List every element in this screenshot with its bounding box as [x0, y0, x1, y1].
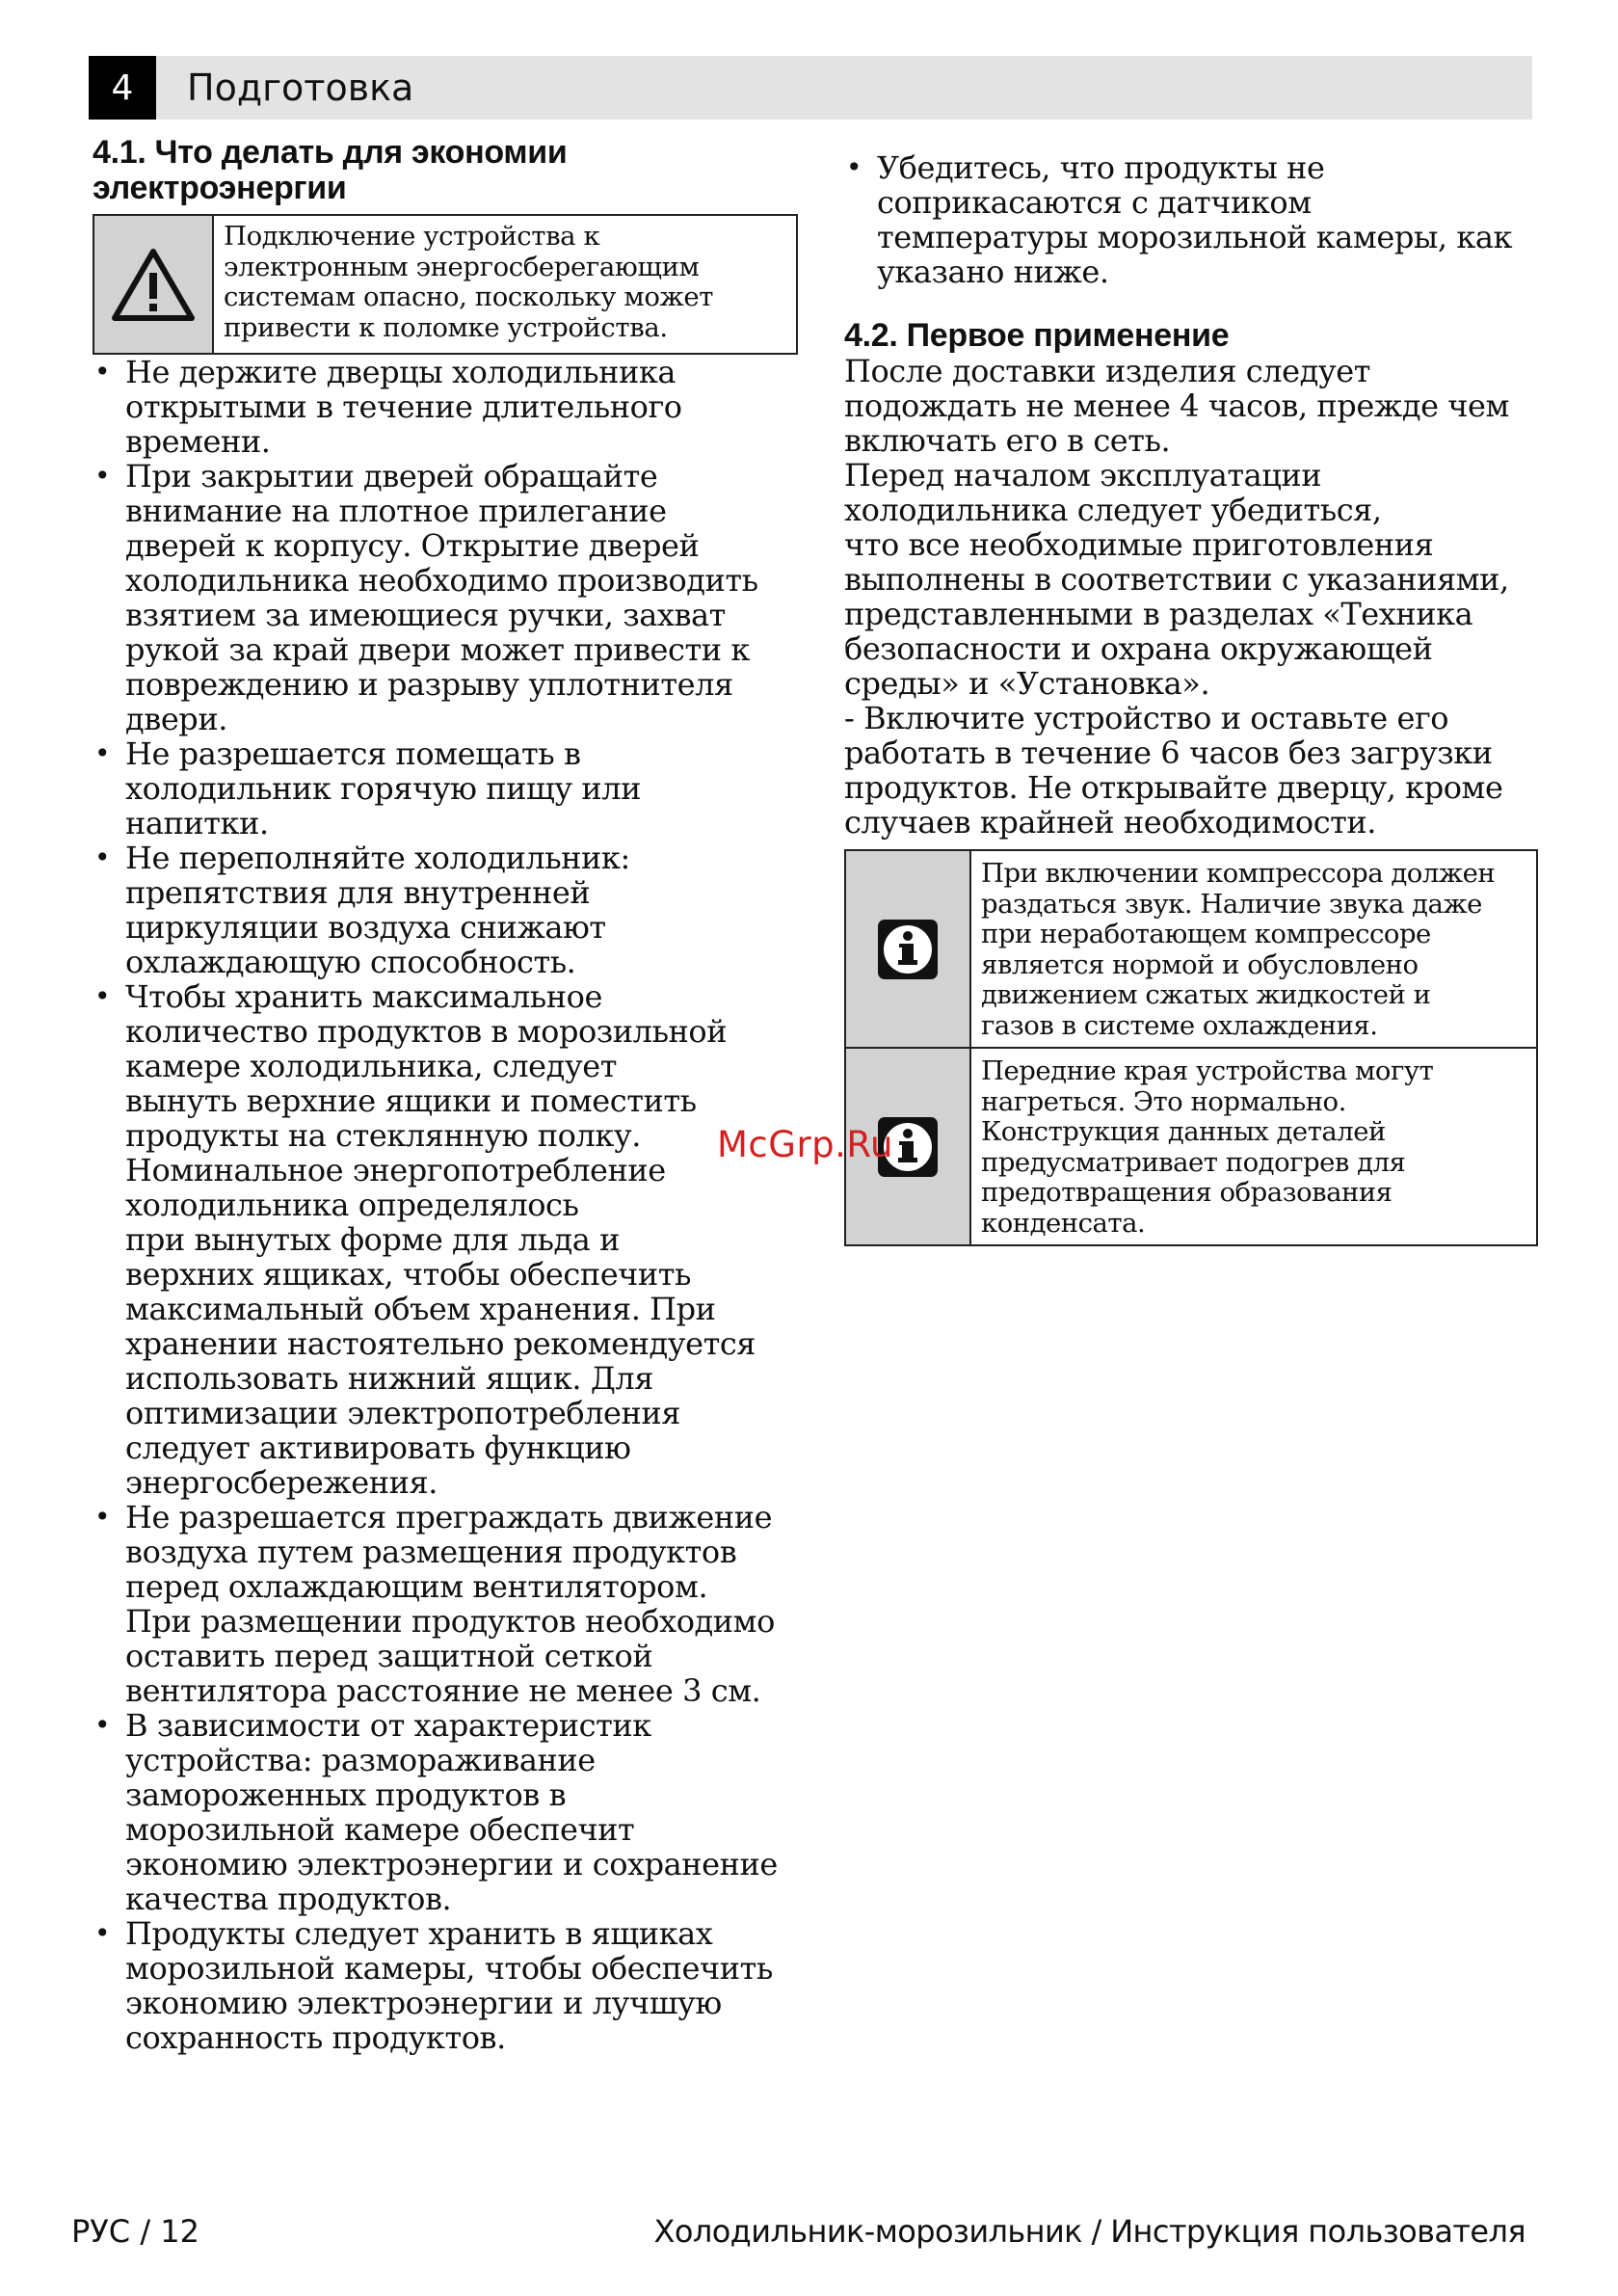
right-column — [844, 135, 1534, 1246]
list-item: • Чтобы хранить максимальное количество продуктов в морозильной камере холодильника, следует вынуть верхние ящики и поместить продукты на стеклянную полку. Номинальное энергопотребление холодильника определялось при вынутых форме для льда и верхних ящиках, чтобы обеспечить максимальный объем хранения. При хранении настоятельно рекомендуется использовать нижний ящик. Для оптимизации электропотребления следует активировать функцию энергосбережения. — [93, 979, 796, 1500]
warning-icon-cell — [94, 216, 214, 353]
list-item: • В зависимости от характеристик устройства: размораживание замороженных продуктов в морозильной камере обеспечит экономию электроэнергии и сохранение качества продуктов. — [93, 1708, 796, 1916]
list-item: • При закрытии дверей обращайте внимание на плотное прилегание дверей к корпусу. Открытие дверей холодильника необходимо производить взятием за имеющиеся ручки, захват рукой за край двери может привести к повреждению и разрыву уплотнителя двери. — [93, 459, 796, 736]
info-icon — [876, 918, 940, 981]
watermark: McGrp.Ru — [717, 1124, 893, 1165]
list-item: • Не держите дверцы холодильника открытыми в течение длительного времени. — [93, 355, 796, 459]
info-note-row — [846, 851, 1536, 1047]
info-icon-cell — [846, 851, 971, 1047]
section-heading-4-2: 4.2. Первое применение — [844, 317, 1230, 354]
list-item: • Убедитесь, что продукты не соприкасаются с датчиком температуры морозильной камеры, как указано ниже. — [844, 150, 1534, 289]
list-item: • Не разрешается преграждать движение воздуха путем размещения продуктов перед охлаждающим вентилятором. При размещении продуктов необходимо оставить перед защитной сеткой вентилятора расстояние не менее 3 см. — [93, 1500, 796, 1708]
warning-triangle-icon — [111, 246, 196, 323]
list-item: • Не разрешается помещать в холодильник горячую пищу или напитки. — [93, 736, 796, 841]
sensor-note-list — [844, 150, 1534, 289]
chapter-number: 4 — [89, 56, 156, 120]
info-note-text: Передние края устройства могут нагреться. Это нормально. Конструкция данных деталей предусматривает подогрев для предотвращения образования конденсата. — [981, 1055, 1434, 1239]
list-item: • Не переполняйте холодильник: препятствия для внутренней циркуляции воздуха снижают охлаждающую способность. — [93, 841, 796, 979]
left-column — [93, 135, 796, 2055]
chapter-title: Подготовка — [187, 67, 414, 109]
document-title: Холодильник-морозильник / Инструкция пользователя — [653, 2213, 1525, 2250]
info-notes-table — [844, 849, 1538, 1246]
list-item: • Продукты следует хранить в ящиках морозильной камеры, чтобы обеспечить экономию электроэнергии и лучшую сохранность продуктов. — [93, 1916, 796, 2055]
first-use-paragraph: После доставки изделия следует подождать не менее 4 часов, прежде чем включать его в сеть. Перед началом эксплуатации холодильника следует убедиться, что все необходимые приготовления выполнены в соответствии с указаниями, представленными в разделах «Техника безопасности и охрана окружающей среды» и «Установка». - Включите устройство и оставьте его работать в течение 6 часов без загрузки продуктов. Не открывайте дверцу, кроме случаев крайней необходимости. — [844, 353, 1509, 841]
warning-text: Подключение устройства к электронным энергосберегающим системам опасно, поскольку может привести к поломке устройства. — [224, 221, 714, 343]
energy-tips-list — [93, 355, 796, 2055]
warning-box — [93, 214, 798, 355]
section-heading-4-1: 4.1. Что делать для экономии электроэнергии — [93, 134, 568, 206]
info-note-text: При включении компрессора должен раздаться звук. Наличие звука даже при неработающем компрессоре является нормой и обусловлено движением сжатых жидкостей и газов в системе охлаждения. — [981, 858, 1496, 1041]
info-note-row — [846, 1047, 1536, 1244]
page-number: РУС / 12 — [71, 2213, 199, 2250]
